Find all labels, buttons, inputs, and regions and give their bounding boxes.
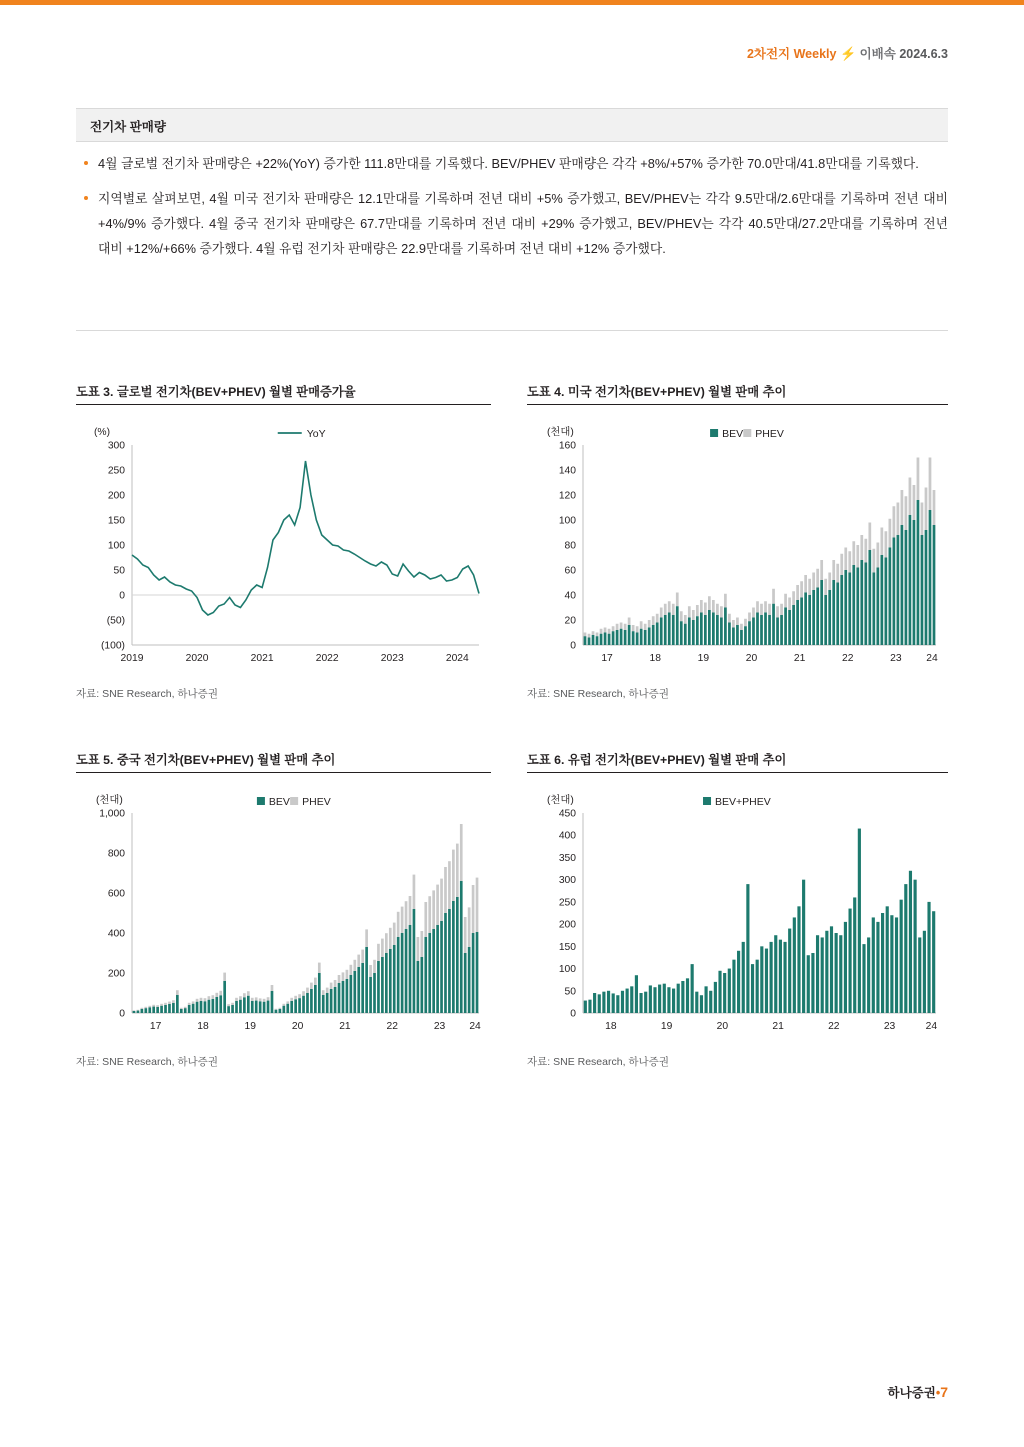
figure-4-rule [527, 404, 948, 405]
svg-text:20: 20 [564, 615, 576, 627]
svg-text:300: 300 [558, 875, 576, 887]
svg-text:200: 200 [107, 968, 125, 980]
svg-text:23: 23 [883, 1021, 896, 1032]
svg-text:0: 0 [119, 1008, 125, 1020]
figure-3-panel [76, 382, 491, 701]
figure-5-source: 자료: SNE Research, 하나증권 [76, 1056, 218, 1068]
svg-text:21: 21 [793, 653, 806, 664]
svg-text:24: 24 [925, 1021, 938, 1032]
footer-company: 하나증권 [887, 1386, 936, 1400]
svg-text:2021: 2021 [250, 653, 274, 664]
svg-text:2023: 2023 [380, 653, 404, 664]
svg-text:150: 150 [558, 941, 576, 953]
svg-text:22: 22 [386, 1021, 398, 1032]
svg-text:200: 200 [558, 919, 576, 931]
figure-6-plot [527, 779, 948, 1049]
svg-text:(천대): (천대) [547, 795, 574, 806]
svg-text:2024: 2024 [445, 653, 469, 664]
svg-text:120: 120 [558, 490, 576, 502]
page-footer [888, 1383, 949, 1401]
figure-3-plot [76, 411, 491, 681]
svg-text:20: 20 [291, 1021, 304, 1032]
list-item [76, 187, 948, 262]
figure-4-panel [527, 382, 948, 701]
svg-text:(100): (100) [100, 640, 125, 652]
svg-text:50: 50 [564, 986, 576, 998]
figure-6-svg [527, 779, 948, 1049]
figure-5-panel [76, 750, 491, 1069]
svg-text:21: 21 [339, 1021, 351, 1032]
svg-text:20: 20 [716, 1021, 729, 1032]
svg-text:PHEV: PHEV [302, 796, 331, 808]
svg-text:(천대): (천대) [96, 795, 123, 806]
svg-text:2020: 2020 [185, 653, 209, 664]
svg-text:17: 17 [149, 1021, 162, 1032]
figure-4-plot [527, 411, 948, 681]
svg-text:BEV: BEV [268, 796, 290, 808]
top-orange-rule [0, 0, 1024, 5]
svg-text:18: 18 [649, 653, 661, 664]
figure-3-svg [76, 411, 491, 681]
svg-text:450: 450 [558, 808, 576, 820]
svg-text:50: 50 [113, 565, 125, 577]
figure-6-source: 자료: SNE Research, 하나증권 [527, 1056, 669, 1068]
section-title: 전기차 판매량 [90, 120, 166, 134]
svg-text:160: 160 [558, 440, 576, 452]
svg-text:350: 350 [558, 852, 576, 864]
figure-6-title: 도표 6. 유럽 전기차(BEV+PHEV) 월별 판매 추이 [527, 753, 787, 767]
svg-text:23: 23 [890, 653, 902, 664]
svg-text:400: 400 [107, 928, 125, 940]
figure-4-svg [527, 411, 948, 681]
svg-text:400: 400 [558, 830, 576, 842]
svg-text:1,000: 1,000 [99, 808, 125, 820]
list-item [76, 152, 948, 177]
svg-text:(천대): (천대) [547, 427, 574, 438]
section-title-bar [76, 108, 948, 142]
svg-text:19: 19 [660, 1021, 673, 1032]
bullet-list [76, 152, 948, 272]
svg-text:22: 22 [842, 653, 854, 664]
svg-text:2019: 2019 [120, 653, 144, 664]
svg-text:100: 100 [558, 964, 576, 976]
svg-text:18: 18 [197, 1021, 209, 1032]
svg-text:200: 200 [107, 490, 125, 502]
bullet-text: 지역별로 살펴보면, 4월 미국 전기차 판매량은 12.1만대를 기록하며 전년 대비 +5% 증가했고, BEV/PHEV는 각각 9.5만대/2.6만대를 기록하며 전년 대비 +4%/9% 증가했다. 4월 중국 전기차 판매량은 67.7만대를 기록하며 전년 대비 +29% 증가했고, BEV/PHEV는 각각 40.5만대/27.2만대를 기록하며 전년 대비 +12%/+66% 증가했다. 4월 유럽 전기차 판매량은 22.9만대를 기록하며 전년 대비 +12% 증가했다. [98, 190, 948, 256]
svg-text:2022: 2022 [315, 653, 339, 664]
footer-separator: • [935, 1386, 941, 1400]
svg-text:40: 40 [564, 590, 576, 602]
svg-text:100: 100 [107, 540, 125, 552]
figure-6-rule [527, 772, 948, 773]
svg-text:150: 150 [107, 515, 125, 527]
bullet-dot-icon [84, 196, 88, 200]
svg-text:250: 250 [107, 465, 125, 477]
header-analyst: 이배속 [859, 47, 896, 61]
svg-text:24: 24 [469, 1021, 481, 1032]
svg-text:19: 19 [697, 653, 710, 664]
figure-4-title: 도표 4. 미국 전기차(BEV+PHEV) 월별 판매 추이 [527, 385, 787, 399]
svg-text:18: 18 [605, 1021, 617, 1032]
svg-text:(50): (50) [106, 615, 125, 627]
figure-5-svg [76, 779, 491, 1049]
figure-6-panel [527, 750, 948, 1069]
svg-text:800: 800 [107, 848, 125, 860]
svg-text:YoY: YoY [306, 428, 326, 440]
svg-text:24: 24 [926, 653, 938, 664]
svg-text:80: 80 [564, 540, 576, 552]
header-date: 2024.6.3 [899, 47, 948, 61]
page-number: 7 [940, 1384, 948, 1400]
bullet-dot-icon [84, 161, 88, 165]
svg-text:20: 20 [745, 653, 758, 664]
svg-text:PHEV: PHEV [755, 428, 784, 440]
figure-3-source: 자료: SNE Research, 하나증권 [76, 688, 218, 700]
svg-text:250: 250 [558, 897, 576, 909]
svg-text:140: 140 [558, 465, 576, 477]
svg-text:21: 21 [772, 1021, 784, 1032]
figure-4-source: 자료: SNE Research, 하나증권 [527, 688, 669, 700]
figure-5-rule [76, 772, 491, 773]
svg-text:0: 0 [570, 1008, 576, 1020]
svg-text:300: 300 [107, 440, 125, 452]
bolt-icon: ⚡ [839, 46, 857, 61]
svg-text:23: 23 [433, 1021, 446, 1032]
svg-text:60: 60 [564, 565, 576, 577]
figure-3-rule [76, 404, 491, 405]
figure-5-plot [76, 779, 491, 1049]
svg-text:22: 22 [828, 1021, 840, 1032]
figure-3-title: 도표 3. 글로벌 전기차(BEV+PHEV) 월별 판매증가율 [76, 385, 356, 399]
figure-5-title: 도표 5. 중국 전기차(BEV+PHEV) 월별 판매 추이 [76, 753, 336, 767]
svg-text:BEV: BEV [722, 428, 744, 440]
bullet-text: 4월 글로벌 전기차 판매량은 +22%(YoY) 증가한 111.8만대를 기록했다. BEV/PHEV 판매량은 각각 +8%/+57% 증가한 70.0만대/41.8만대를 기록했다. [98, 156, 919, 171]
svg-text:0: 0 [119, 590, 125, 602]
header-brand: 2차전지 Weekly [746, 47, 837, 61]
svg-text:600: 600 [107, 888, 125, 900]
page-header [747, 44, 948, 62]
svg-text:17: 17 [601, 653, 613, 664]
divider [76, 330, 948, 331]
svg-text:100: 100 [558, 515, 576, 527]
svg-text:BEV+PHEV: BEV+PHEV [715, 796, 771, 808]
svg-text:0: 0 [570, 640, 576, 652]
svg-text:19: 19 [244, 1021, 257, 1032]
svg-text:(%): (%) [94, 427, 111, 438]
